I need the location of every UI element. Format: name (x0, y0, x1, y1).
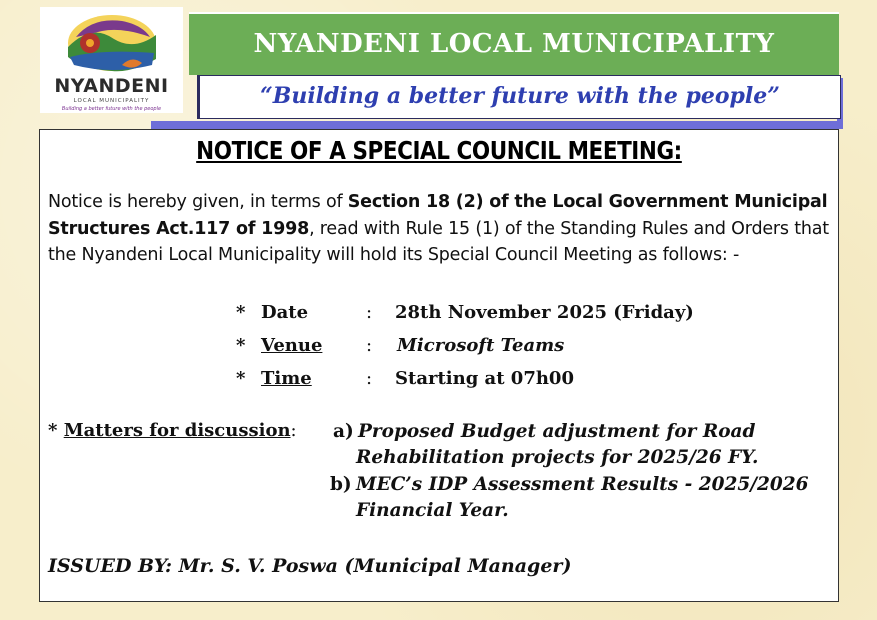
matters-label: Matters for discussion (63, 420, 291, 441)
notice-card (39, 129, 839, 602)
intro-text-2: , read with Rule 15 (1) of the Standing Rules and Orders that the Nyandeni Local Municipality will hold its Special Council Meeting as follows: - (48, 218, 829, 265)
slogan: “Building a better future with the people” (260, 83, 780, 109)
detail-value: Starting at 07h00 (395, 368, 574, 389)
matter-b-marker: b) (330, 474, 352, 495)
intro-text-1: Notice is hereby given, in terms of (48, 192, 348, 212)
logo-tagline: Building a better future with the people (61, 106, 162, 112)
detail-colon: : (366, 335, 373, 356)
slogan-shadow (151, 121, 837, 129)
detail-colon: : (366, 368, 373, 389)
detail-colon: : (366, 302, 373, 323)
municipality-logo (40, 7, 183, 113)
logo-name: NYANDENI (54, 75, 169, 97)
logo-emblem-icon (62, 13, 162, 77)
issued-by: ISSUED BY: Mr. S. V. Poswa (Municipal Manager) (48, 555, 572, 577)
matter-b-line2: Financial Year. (356, 500, 509, 521)
matter-a-line1: Proposed Budget adjustment for Road (358, 421, 756, 442)
notice-intro (48, 189, 838, 269)
bullet: * (48, 420, 64, 441)
matter-b-line1: MEC’s IDP Assessment Results - 2025/2026 (356, 474, 809, 495)
matter-a-line2: Rehabilitation projects for 2025/26 FY. (356, 447, 759, 468)
matter-a-marker: a) (333, 421, 354, 442)
intro-legislation: Section 18 (2) of the Local Government Municipal Structures Act.117 of 1998 (48, 192, 828, 239)
detail-value: Microsoft Teams (397, 335, 565, 356)
logo-subtitle: LOCAL MUNICIPALITY (73, 98, 150, 104)
page-title: NYANDENI LOCAL MUNICIPALITY (253, 29, 775, 59)
matters-colon: : (290, 420, 297, 441)
detail-label: Time (261, 368, 312, 389)
detail-label: Venue (261, 335, 323, 356)
notice-heading: NOTICE OF A SPECIAL COUNCIL MEETING: (196, 136, 682, 165)
bullet: * (236, 302, 246, 323)
title-banner (189, 12, 839, 75)
matters-label-row (48, 420, 297, 441)
detail-label: Date (261, 302, 309, 323)
bullet: * (236, 368, 246, 389)
detail-value: 28th November 2025 (Friday) (395, 302, 694, 323)
slogan-banner (197, 75, 841, 119)
bullet: * (236, 335, 246, 356)
